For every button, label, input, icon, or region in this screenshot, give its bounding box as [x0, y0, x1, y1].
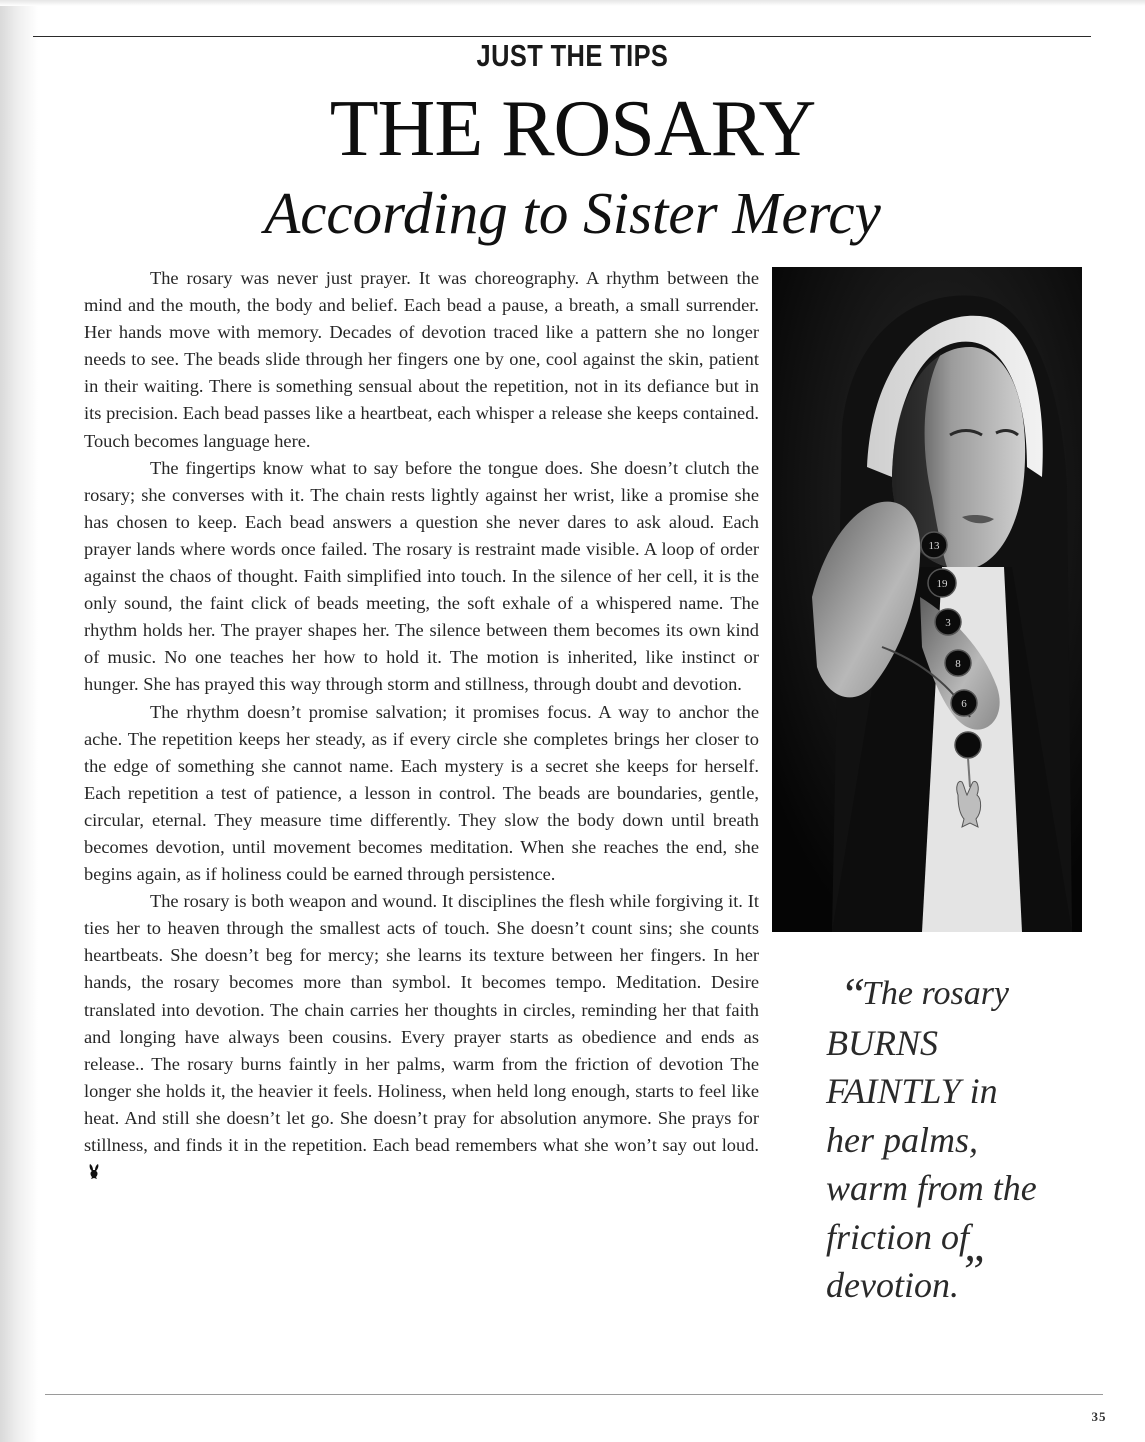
article-title: THE ROSARY: [329, 85, 816, 173]
close-quote-mark: ”: [958, 1245, 985, 1296]
pull-quote-lines: [826, 970, 1086, 1310]
pull-quote: [826, 970, 1086, 1310]
rosary-bead-number: 3: [945, 617, 951, 629]
page-top-edge: [0, 0, 1145, 6]
article-paragraph-text: The rosary is both weapon and wound. It disciplines the flesh while forgiving it. It ties her to heaven through the smallest acts of touch. She doesn’t count sins; she counts heartbeats. She doesn’t beg for mercy; she learns its texture between her fingers. In her hands, the rosary becomes more than symbol. It becomes tempo. Meditation. Desire translated into devotion. The chain carries her thoughts in circles, reminding her that faith and longing have always been cousins. Every prayer starts as obedience and ends as release.. The rosary burns faintly in her palms, warm from the friction of devotion The longer she holds it, the heavier it feels. Holiness, when held long enough, starts to feel like heat. And still she doesn’t let go. She doesn’t pray for absolution anymore. She prays for stillness, and finds it in the repetition. Each bead remembers what she won’t say out loud.: [84, 891, 759, 1155]
bunny-logo-icon: [88, 1163, 100, 1180]
rosary-bead-number: 8: [955, 658, 961, 670]
pull-quote-line: warm from the: [826, 1168, 1037, 1208]
rosary-bead-number: 19: [936, 578, 948, 590]
article-paragraph: The rosary was never just prayer. It was choreography. A rhythm between the mind and the mouth, the body and belief. Each bead a pause, a breath, a small surrender. Her hands move with memory. Decades of devotion traced like a pattern she no longer needs to see. The beads slide through her fingers one by one, cool against the skin, patient in their waiting. There is something sensual about the repetition, not in its defiance but in its precision. Each bead passes like a heartbeat, each whisper a release she keeps contained. Touch becomes language here.: [84, 268, 759, 451]
header-rule: [33, 36, 1091, 37]
pull-quote-line-last: [826, 1245, 1086, 1310]
section-kicker: JUST THE TIPS: [476, 38, 669, 73]
article-paragraph: The rhythm doesn’t promise salvation; it promises focus. A way to anchor the ache. The repetition keeps her steady, as if every circle she completes brings her closer to the edge of something she cannot name. Each mystery is a secret she keeps for herself. Each repetition a test of patience, a lesson in control. The beads are boundaries, gentle, circular, eternal. They measure time differently. They slow the body down until breath becomes devotion, until movement becomes meditation. When she reaches the end, she begins again, as if holiness could be earned through persistence.: [84, 701, 759, 885]
pull-quote-line: The rosary: [862, 975, 1010, 1012]
pull-quote-line: her palms,: [826, 1119, 978, 1160]
article-body: [84, 265, 759, 1186]
article-paragraph: The fingertips know what to say before the tongue does. She doesn’t clutch the rosary; she converses with it. The chain rests lightly against her wrist, like a promise she has chosen to keep. Each bead answers a question she never dares to ask aloud. Each prayer lands where words once failed. The rosary is restraint made visible. A loop of order against the chaos of thought. Faith simplified into touch. In the silence of her cell, it is the only sound, the faint click of beads meeting, the soft exhale of a whispered name. The rhythm holds her. The prayer shapes her. The silence between them becomes its own kind of music. No one teaches her how to hold it. The motion is inherited, like instinct or hunger. She has prayed this way through storm and stillness, through doubt and devotion.: [84, 457, 759, 695]
article-subtitle: According to Sister Mercy: [264, 180, 881, 246]
footer-rule: [45, 1394, 1103, 1395]
pull-quote-line: FAINTLY in: [826, 1071, 998, 1111]
pull-quote-line: friction of: [826, 1216, 969, 1257]
page-number: 35: [1091, 1409, 1107, 1424]
rosary-bead-number: 6: [961, 698, 967, 710]
rosary-bead-number: 13: [928, 540, 940, 552]
nun-rosary-photo: [772, 267, 1082, 932]
article-paragraph-last: [84, 888, 759, 1186]
pull-quote-line: devotion.: [826, 1265, 959, 1305]
pull-quote-line: BURNS: [826, 1022, 938, 1063]
open-quote-mark: “: [840, 968, 866, 1019]
